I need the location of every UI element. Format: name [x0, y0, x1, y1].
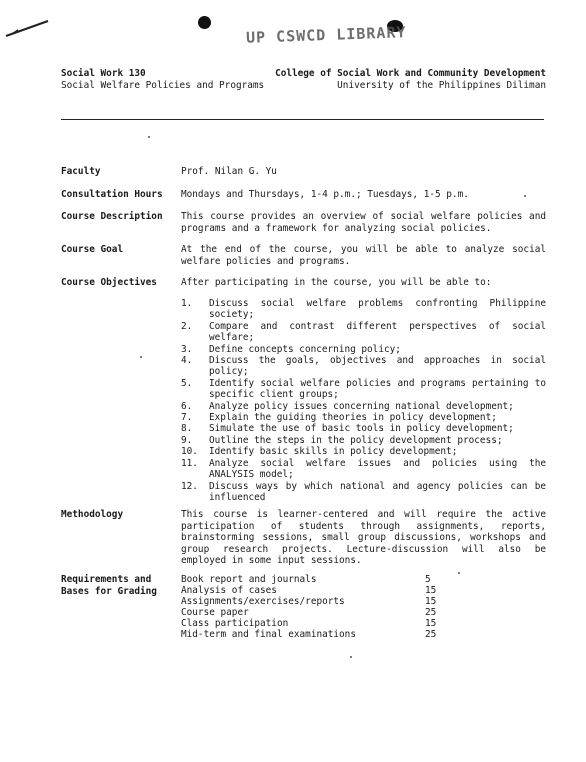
objective-text: Outline the steps in the policy development process;	[209, 434, 503, 446]
objective-text: Explain the guiding theories in policy development;	[209, 412, 497, 424]
objective-number: 10.	[181, 446, 198, 458]
description-label: Course Description	[61, 211, 163, 222]
scan-speck	[148, 136, 150, 138]
grading-item-name: Analysis of cases	[181, 585, 277, 596]
grading-item-weight: 15	[425, 618, 437, 629]
objective-number: 5.	[181, 377, 193, 389]
methodology-value: This course is learner-centered and will require the active participation of students through assignments, reports, brainstorming sessions, small group discussions, workshops and group research projects. Lecture-discussion will also be employed in some input sessions.	[181, 509, 546, 567]
consultation-label: Consultation Hours	[61, 189, 163, 200]
scan-speck	[524, 195, 526, 197]
objective-text: Analyze social welfare issues and policies using the ANALYSIS model;	[209, 457, 546, 481]
grading-item-weight: 5	[425, 574, 431, 585]
objectives-label: Course Objectives	[61, 277, 157, 288]
university-name: University of the Philippines Diliman	[337, 80, 546, 91]
objective-text: Discuss social welfare problems confronting Philippine society;	[209, 298, 546, 321]
objective-item	[181, 355, 546, 378]
objective-number: 11.	[181, 457, 198, 469]
objective-number: 12.	[181, 480, 198, 492]
header-divider	[61, 119, 544, 120]
objective-text: Identify social welfare policies and programs pertaining to specific client groups;	[209, 377, 546, 401]
objectives-list	[181, 298, 546, 503]
objective-number: 6.	[181, 400, 193, 412]
objectives-intro: After participating in the course, you will be able to:	[181, 277, 492, 288]
scan-speck	[458, 572, 460, 574]
objective-text: Discuss the goals, objectives and approaches in social policy;	[209, 355, 546, 378]
grading-item-name: Mid-term and final examinations	[181, 629, 356, 640]
course-title: Social Welfare Policies and Programs	[61, 80, 265, 91]
faculty-value: Prof. Nilan G. Yu	[181, 166, 277, 177]
objective-item	[181, 378, 546, 401]
goal-value: At the end of the course, you will be able to analyze social welfare policies and programs.	[181, 244, 546, 267]
consultation-value: Mondays and Thursdays, 1-4 p.m.; Tuesdays, 1-5 p.m.	[181, 189, 469, 200]
pen-mark	[4, 18, 52, 40]
grading-item-weight: 15	[425, 585, 437, 596]
objective-item	[181, 435, 546, 446]
grading-item-name: Book report and journals	[181, 574, 317, 585]
scan-speck	[350, 656, 352, 658]
library-stamp: UP CSWCD LIBRARY	[245, 23, 407, 47]
objective-text: Define concepts concerning policy;	[209, 343, 401, 355]
objective-item	[181, 458, 546, 481]
objective-number: 4.	[181, 355, 193, 367]
objective-number: 9.	[181, 434, 193, 446]
grading-item-name: Class participation	[181, 618, 289, 629]
objective-number: 3.	[181, 343, 193, 355]
objective-text: Simulate the use of basic tools in policy development;	[209, 423, 514, 435]
objective-item	[181, 446, 546, 457]
objective-item	[181, 481, 546, 504]
methodology-label: Methodology	[61, 509, 124, 520]
grading-item-weight: 25	[425, 629, 437, 640]
description-value: This course provides an overview of social welfare policies and programs and a framework for analyzing social policies.	[181, 211, 546, 234]
faculty-label: Faculty	[61, 166, 101, 177]
objective-number: 7.	[181, 412, 193, 424]
objective-item	[181, 401, 546, 412]
objective-item	[181, 344, 546, 355]
objective-item	[181, 423, 546, 434]
college-name: College of Social Work and Community Development	[275, 68, 546, 79]
requirements-label-line1: Requirements and	[61, 574, 152, 585]
objective-item	[181, 412, 546, 423]
requirements-label-line2: Bases for Grading	[61, 586, 157, 597]
objective-number: 2.	[181, 320, 193, 332]
punch-hole-mark	[198, 16, 211, 29]
objective-item	[181, 298, 546, 321]
course-code: Social Work 130	[61, 68, 146, 79]
scan-speck	[140, 356, 142, 358]
grading-item-weight: 25	[425, 607, 437, 618]
objective-number: 8.	[181, 423, 193, 435]
goal-label: Course Goal	[61, 244, 124, 255]
grading-item-name: Assignments/exercises/reports	[181, 596, 345, 607]
objective-number: 1.	[181, 298, 193, 309]
grading-item-name: Course paper	[181, 607, 249, 618]
objective-text: Compare and contrast different perspectives of social welfare;	[209, 320, 546, 344]
objective-text: Discuss ways by which national and agency policies can be influenced	[209, 480, 546, 503]
objective-item	[181, 321, 546, 344]
objective-text: Analyze policy issues concerning national development;	[209, 400, 514, 412]
grading-item-weight: 15	[425, 596, 437, 607]
objective-text: Identify basic skills in policy development;	[209, 446, 458, 458]
